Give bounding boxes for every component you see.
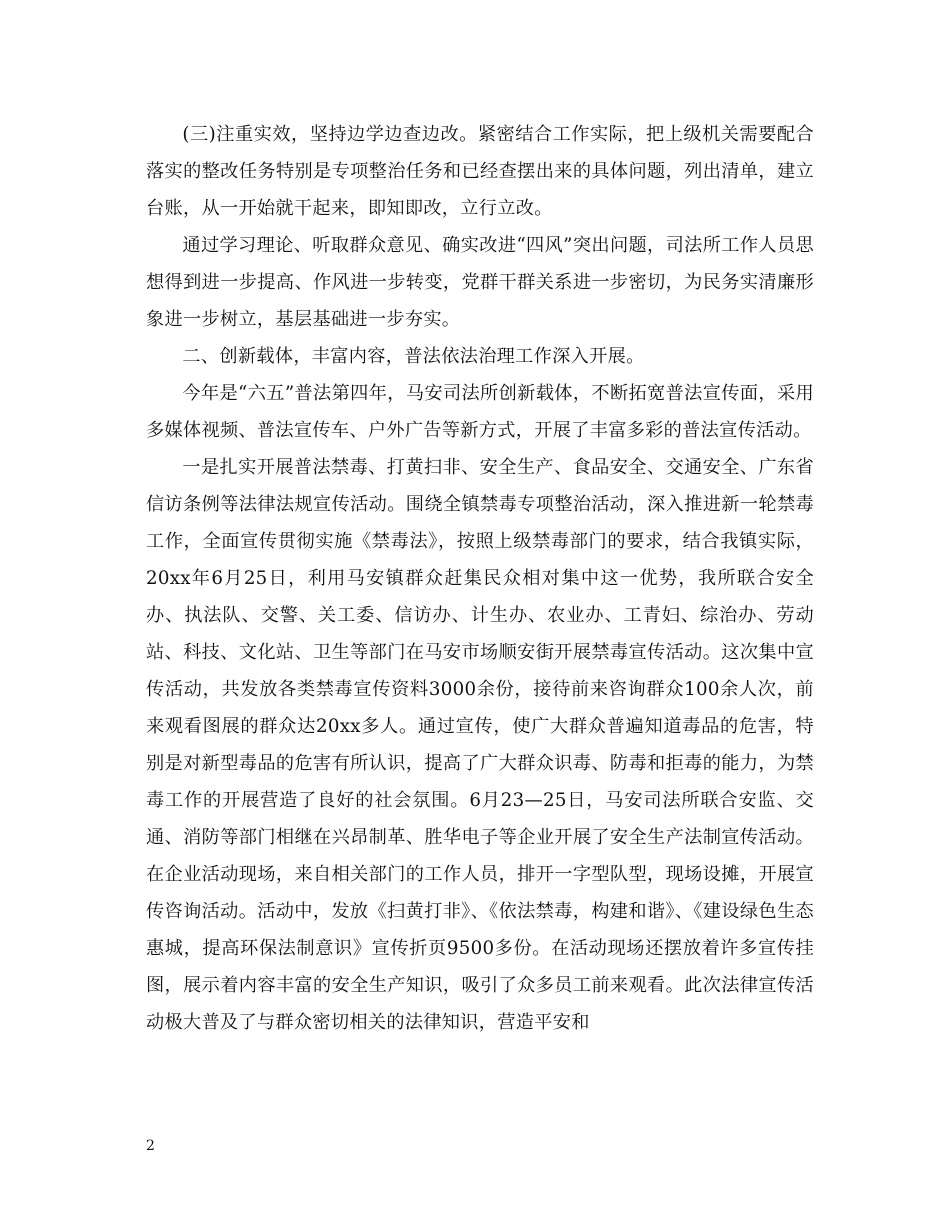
document-body [146, 116, 814, 1041]
section-heading: 二、创新载体，丰富内容，普法依法治理工作深入开展。 [182, 346, 645, 367]
paragraph-1: (三)注重实效，坚持边学边查边改。紧密结合工作实际，把上级机关需要配合落实的整改任务特别是专项整治任务和已经查摆出来的具体问题，列出清单，建立台账，从一开始就干起来，即知即改，立行立改。 [146, 124, 814, 219]
paragraph-3: 今年是“六五”普法第四年，马安司法所创新载体，不断拓宽普法宣传面，采用多媒体视频、普法宣传车、户外广告等新方式，开展了丰富多彩的普法宣传活动。 [146, 383, 814, 441]
paragraph-2: 通过学习理论、听取群众意见、确实改进“四风”突出问题，司法所工作人员思想得到进一步提高、作风进一步转变，党群干群关系进一步密切，为民务实清廉形象进一步树立，基层基础进一步夯实。 [146, 235, 814, 330]
paragraph-4: 一是扎实开展普法禁毒、打黄扫非、安全生产、食品安全、交通安全、广东省信访条例等法律法规宣传活动。围绕全镇禁毒专项整治活动，深入推进新一轮禁毒工作，全面宣传贯彻实施《禁毒法》，按照上级禁毒部门的要求，结合我镇实际，20xx年6月25日，利用马安镇群众赶集民众相对集中这一优势，我所联合安全办、执法队、交警、关工委、信访办、计生办、农业办、工青妇、综治办、劳动站、科技、文化站、卫生等部门在马安市场顺安街开展禁毒宣传活动。这次集中宣传活动，共发放各类禁毒宣传资料3000余份，接待前来咨询群众100余人次，前来观看图展的群众达20xx多人。通过宣传，使广大群众普遍知道毒品的危害，特别是对新型毒品的危害有所认识，提高了广大群众识毒、防毒和拒毒的能力，为禁毒工作的开展营造了良好的社会氛围。6月23—25日，马安司法所联合安监、交通、消防等部门相继在兴昂制革、胜华电子等企业开展了安全生产法制宣传活动。在企业活动现场，来自相关部门的工作人员，排开一字型队型，现场设摊，开展宣传咨询活动。活动中，发放《扫黄打非》、《依法禁毒，构建和谐》、《建设绿色生态惠城，提高环保法制意识》宣传折页9500多份。在活动现场还摆放着许多宣传挂图，展示着内容丰富的安全生产知识，吸引了众多员工前来观看。此次法律宣传活动极大普及了与群众密切相关的法律知识，营造平安和 [146, 457, 814, 1033]
page-number: 2 [146, 1138, 155, 1154]
